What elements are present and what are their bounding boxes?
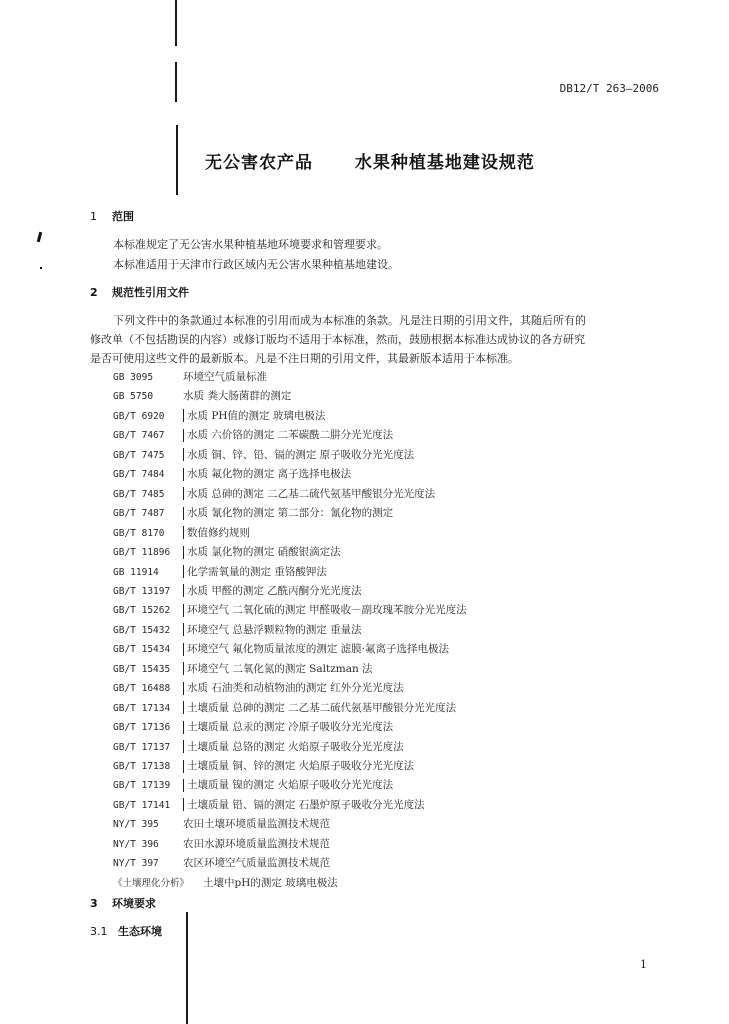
reference-code: GB 11914	[113, 566, 159, 578]
reference-item	[113, 486, 435, 504]
reference-item	[113, 719, 393, 737]
reference-item	[113, 369, 267, 387]
reference-item	[113, 739, 404, 757]
scope-line-1: 本标准规定了无公害水果种植基地环境要求和管理要求。	[113, 238, 388, 251]
binding-separator	[183, 682, 184, 695]
binding-separator	[183, 721, 184, 734]
reference-item	[113, 466, 351, 484]
title-part1: 无公害农产品	[205, 153, 313, 173]
reference-item	[113, 836, 330, 854]
reference-title: 水质 粪大肠菌群的测定	[183, 390, 292, 403]
section-3-heading	[90, 895, 156, 911]
binding-separator	[183, 409, 184, 422]
reference-item	[113, 758, 414, 776]
binding-separator	[183, 487, 184, 500]
section-1-heading	[90, 208, 134, 224]
reference-item	[113, 797, 425, 815]
reference-title: 农区环境空气质量监测技术规范	[183, 857, 330, 870]
binding-separator	[183, 623, 184, 636]
reference-code: GB/T 15432	[113, 624, 171, 636]
binding-separator	[183, 526, 184, 539]
binding-separator	[183, 643, 184, 656]
binding-line-title	[176, 125, 178, 195]
reference-title: 土壤质量 镍的测定 火焰原子吸收分光光度法	[187, 779, 394, 792]
reference-title: 水质 氟化物的测定 离子选择电极法	[187, 468, 352, 481]
binding-separator	[183, 798, 184, 811]
reference-item	[113, 544, 341, 562]
reference-title: 土壤质量 铜、锌的测定 火焰原子吸收分光光度法	[187, 760, 415, 772]
binding-separator	[183, 701, 184, 714]
reference-title: 土壤质量 总铬的测定 火焰原子吸收分光光度法	[187, 740, 404, 753]
reference-title: 环境空气质量标准	[183, 371, 267, 383]
reference-code: GB/T 17141	[113, 799, 171, 811]
normative-para-line-2: 修改单（不包括勘误的内容）或修订版均不适用于本标准，然而，鼓励根据本标准达成协议的各方研究	[90, 333, 585, 346]
reference-code: GB 3095	[113, 372, 154, 383]
title-part2: 水果种植基地建设规范	[354, 153, 535, 173]
reference-title: 环境空气 总悬浮颗粒物的测定 重量法	[187, 623, 362, 636]
reference-item	[113, 622, 362, 640]
binding-line-lower	[186, 912, 188, 1024]
reference-code: GB/T 17138	[113, 761, 171, 772]
reference-code: NY/T 395	[113, 819, 159, 831]
reference-title: 环境空气 二氧化硫的测定 甲醛吸收－副玫瑰苯胺分光光度法	[187, 604, 467, 617]
binding-separator	[183, 565, 184, 578]
reference-title: 水质 铜、锌、铅、镉的测定 原子吸收分光光度法	[187, 448, 415, 461]
section-number: 3.1	[90, 925, 108, 938]
reference-code: GB/T 15262	[113, 605, 171, 617]
binding-separator	[183, 779, 184, 792]
reference-title: 环境空气 氟化物质量浓度的测定 滤膜·氟离子选择电极法	[187, 643, 450, 656]
section-title: 生态环境	[118, 925, 162, 938]
reference-item	[113, 661, 373, 679]
reference-title: 水质 甲醛的测定 乙酰丙酮分光光度法	[187, 584, 362, 597]
reference-item	[113, 408, 325, 426]
section-number: 2	[90, 286, 98, 299]
reference-code: GB/T 7487	[113, 508, 165, 520]
reference-code: GB/T 17134	[113, 702, 171, 714]
reference-code: NY/T 396	[113, 838, 159, 850]
reference-code: GB/T 17139	[113, 780, 171, 792]
reference-code: GB/T 6920	[113, 410, 165, 422]
section-number: 3	[90, 897, 98, 910]
reference-item	[113, 641, 449, 659]
reference-item	[113, 875, 338, 893]
reference-title: 土壤质量 总砷的测定 二乙基二硫代氨基甲酸银分光光度法	[187, 701, 457, 714]
reference-item	[113, 855, 330, 873]
reference-item	[113, 505, 393, 523]
reference-code: GB 5750	[113, 391, 154, 403]
reference-title: 环境空气 二氧化氮的测定 Saltzman 法	[187, 662, 373, 675]
binding-separator	[183, 507, 184, 520]
reference-title: 水质 PH值的测定 玻璃电极法	[187, 409, 326, 422]
reference-title: 水质 氯化物的测定 硝酸银滴定法	[187, 546, 341, 559]
section-number: 1	[90, 210, 97, 223]
scope-line-2: 本标准适用于天津市行政区域内无公害水果种植基地建设。	[113, 258, 399, 271]
reference-title: 水质 总砷的测定 二乙基二硫代氨基甲酸银分光光度法	[187, 487, 436, 500]
reference-code: GB/T 8170	[113, 527, 165, 539]
document-code: DB12/T 263—2006	[559, 82, 659, 95]
binding-separator	[183, 448, 184, 461]
binding-line-upper	[175, 62, 177, 102]
reference-title: 数值修约规则	[187, 526, 250, 539]
reference-title: 水质 六价铬的测定 二苯碳酰二肼分光光度法	[187, 429, 394, 442]
section-title: 规范性引用文件	[112, 286, 189, 299]
section-title: 环境要求	[112, 897, 156, 910]
reference-title: 土壤质量 总汞的测定 冷原子吸收分光光度法	[187, 721, 394, 734]
reference-item	[113, 427, 393, 445]
reference-item	[113, 447, 414, 465]
binding-separator	[183, 468, 184, 481]
binding-line-top	[175, 0, 177, 46]
binding-separator	[183, 662, 184, 675]
reference-title: 土壤质量 铅、镉的测定 石墨炉原子吸收分光光度法	[187, 798, 425, 811]
normative-para-line-3: 是否可使用这些文件的最新版本。凡是不注日期的引用文件，其最新版本适用于本标准。	[90, 352, 519, 365]
reference-item	[113, 525, 250, 543]
reference-code: GB/T 7485	[113, 488, 165, 500]
binding-separator	[183, 546, 184, 559]
scan-mark	[37, 232, 42, 242]
binding-separator	[183, 429, 184, 442]
section-2-heading	[90, 284, 189, 300]
reference-code: GB/T 13197	[113, 585, 171, 597]
reference-item	[113, 816, 330, 834]
normative-para-line-1: 下列文件中的条款通过本标准的引用而成为本标准的条款。凡是注日期的引用文件，其随后所有的	[113, 314, 586, 327]
reference-code: GB/T 17136	[113, 722, 171, 734]
reference-item	[113, 680, 404, 698]
reference-code: 《土壤理化分析》	[113, 877, 190, 889]
scan-mark-dot	[40, 267, 42, 269]
page-title	[205, 148, 535, 173]
reference-code: NY/T 397	[113, 858, 159, 870]
reference-item	[113, 388, 291, 406]
section-3-1-heading	[90, 923, 162, 939]
binding-separator	[183, 760, 184, 773]
binding-separator	[183, 740, 184, 753]
reference-title: 化学需氧量的测定 重铬酸钾法	[187, 565, 327, 578]
page-number: 1	[640, 958, 647, 971]
binding-separator	[183, 584, 184, 597]
reference-item	[113, 583, 362, 601]
reference-code: GB/T 16488	[113, 683, 171, 695]
reference-code: GB/T 15434	[113, 644, 171, 656]
reference-title: 土壤中pH的测定 玻璃电极法	[203, 876, 338, 889]
reference-title: 农田水源环境质量监测技术规范	[183, 837, 330, 850]
reference-item	[113, 777, 393, 795]
reference-code: GB/T 7484	[113, 469, 165, 481]
reference-code: GB/T 7475	[113, 449, 165, 461]
binding-separator	[183, 604, 184, 617]
reference-item	[113, 602, 467, 620]
reference-item	[113, 700, 456, 718]
reference-title: 水质 石油类和动植物油的测定 红外分光光度法	[187, 682, 404, 695]
reference-code: GB/T 7467	[113, 430, 165, 442]
reference-code: GB/T 15435	[113, 663, 171, 675]
reference-code: GB/T 17137	[113, 741, 171, 753]
reference-title: 农田土壤环境质量监测技术规范	[183, 818, 330, 831]
section-title: 范围	[112, 210, 134, 223]
reference-item	[113, 564, 327, 582]
reference-title: 水质 氰化物的测定 第二部分：氰化物的测定	[187, 507, 394, 520]
reference-code: GB/T 11896	[113, 547, 171, 559]
